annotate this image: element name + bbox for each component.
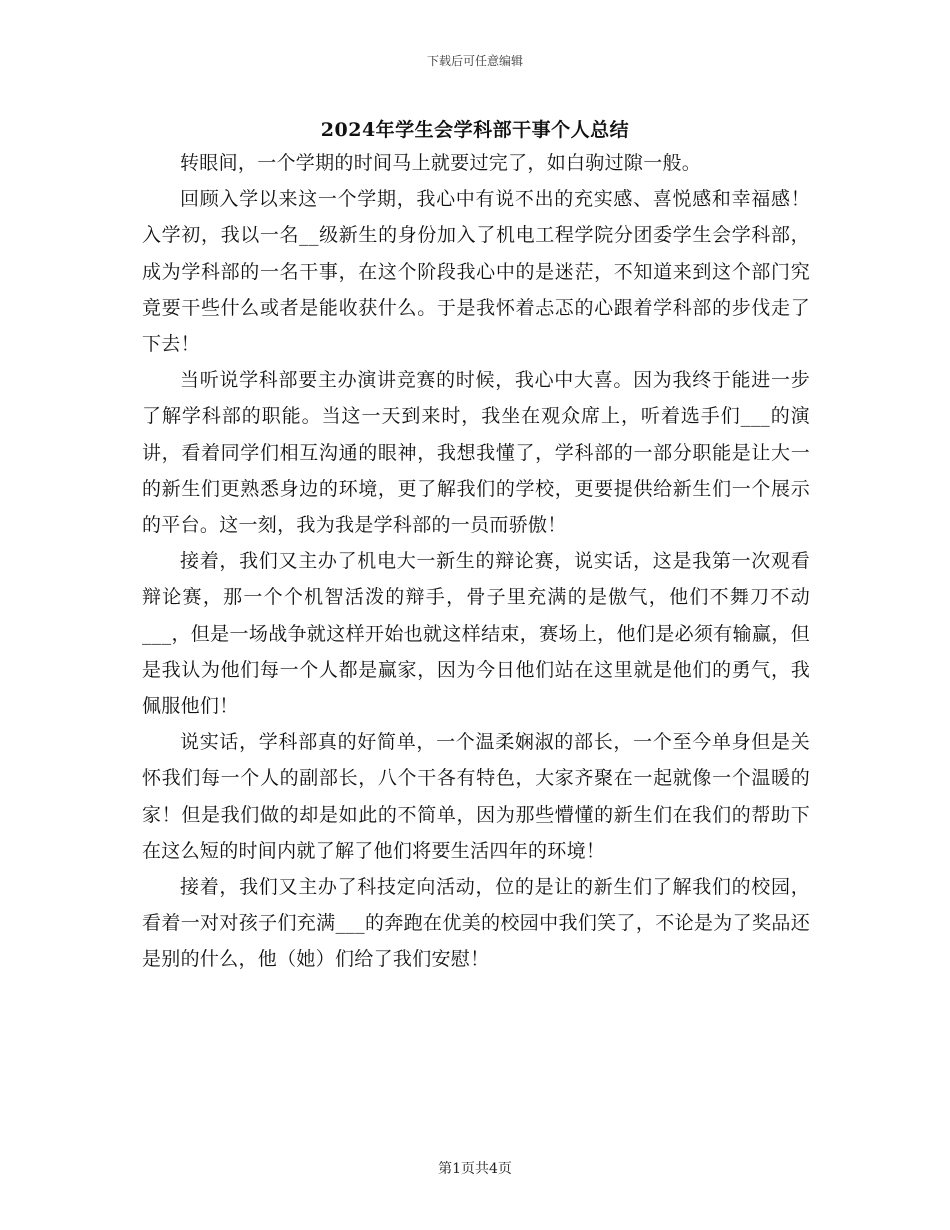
paragraph: 接着，我们又主办了科技定向活动，位的是让的新生们了解我们的校园，看着一对对孩子们充满___的奔跑在优美的校园中我们笑了，不论是为了奖品还是别的什么，他（她）们给了我们安慰！ xyxy=(142,876,810,971)
paragraph: 回顾入学以来这一个学期，我心中有说不出的充实感、喜悦感和幸福感！入学初，我以一名__级新生的身份加入了机电工程学院分团委学生会学科部，成为学科部的一名干事，在这个阶段我心中的是迷茫，不知道来到这个部门究竟要干些什么或者是能收获什么。于是我怀着忐忑的心跟着学科部的步伐走了下去！ xyxy=(142,188,810,356)
paragraph: 说实话，学科部真的好简单，一个温柔娴淑的部长，一个至今单身但是关怀我们每一个人的副部长，八个干各有特色，大家齐聚在一起就像一个温暖的家！但是我们做的却是如此的不简单，因为那些懵懂的新生们在我们的帮助下在这么短的时间内就了解了他们将要生活四年的环境！ xyxy=(142,731,810,862)
document-body xyxy=(142,145,810,978)
document-title: 2024年学生会学科部干事个人总结 xyxy=(320,119,630,141)
paragraph: 接着，我们又主办了机电大一新生的辩论赛，说实话，这是我第一次观看辩论赛，那一个个机智活泼的辩手，骨子里充满的是傲气，他们不舞刀不动___，但是一场战争就这样开始也就这样结束，赛场上，他们是必须有输赢，但是我认为他们每一个人都是赢家，因为今日他们站在这里就是他们的勇气，我佩服他们！ xyxy=(142,550,810,718)
paragraph: 当听说学科部要主办演讲竞赛的时候，我心中大喜。因为我终于能进一步了解学科部的职能。当这一天到来时，我坐在观众席上，听着选手们___的演讲，看着同学们相互沟通的眼神，我想我懂了，学科部的一部分职能是让大一的新生们更熟悉身边的环境，更了解我们的学校，更要提供给新生们一个展示的平台。这一刻，我为我是学科部的一员而骄傲！ xyxy=(142,369,810,537)
page-footer: 第1页共4页 xyxy=(438,1161,512,1177)
page-header: 下载后可任意编辑 xyxy=(426,54,523,68)
paragraph: 转眼间，一个学期的时间马上就要过完了，如白驹过隙一般。 xyxy=(180,152,702,174)
